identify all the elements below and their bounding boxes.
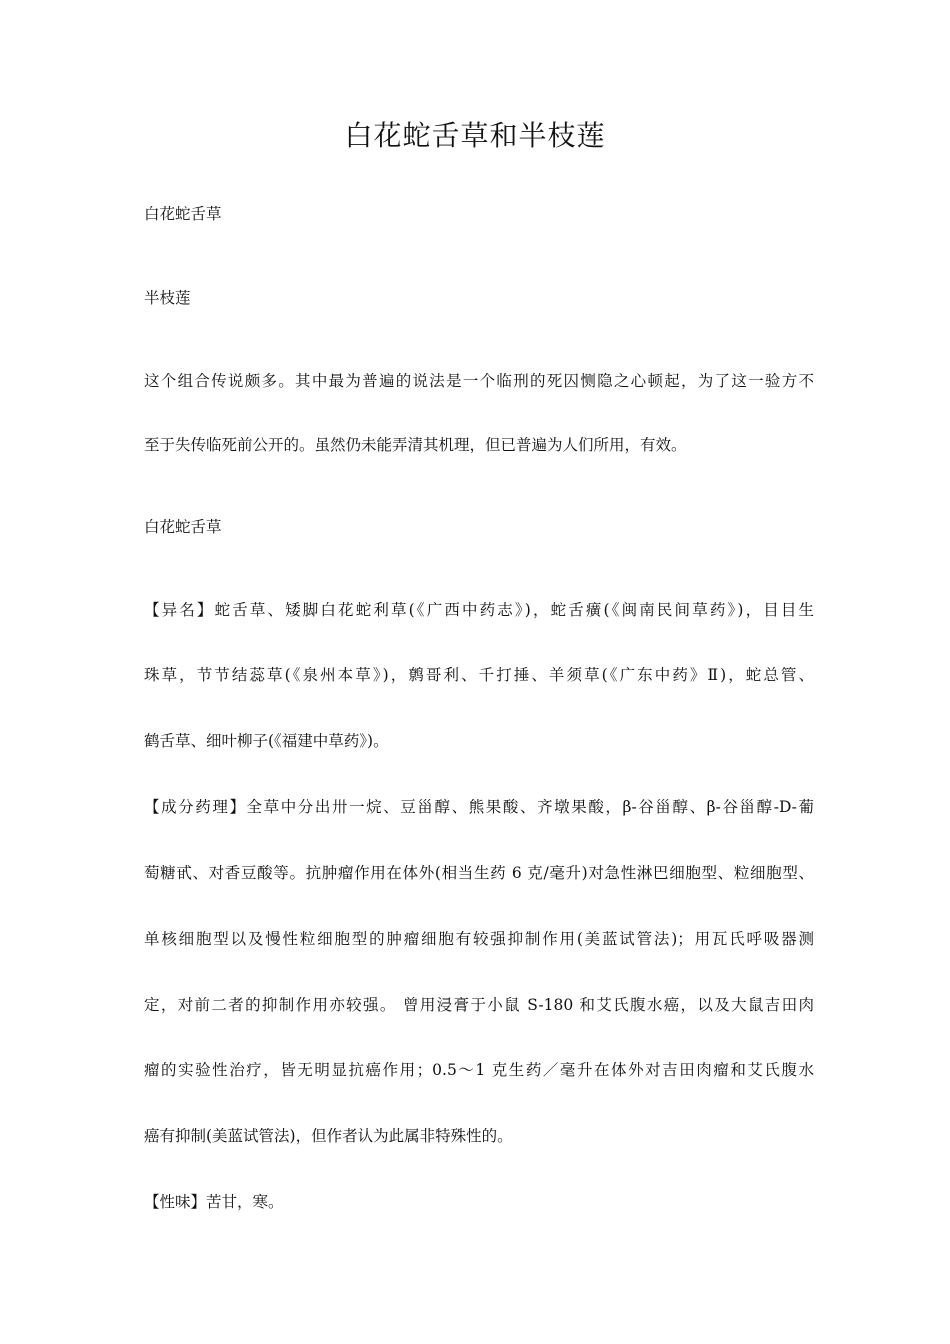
subheading-banzhilian: 半枝莲 <box>144 289 191 307</box>
paragraph-line: 至于失传临死前公开的。虽然仍未能弄清其机理，但已普遍为人们所用，有效。 <box>144 436 687 454</box>
paragraph-line: 定，对前二者的抑制作用亦较强。 曾用浸膏于小鼠 S-180 和艾氏腹水癌，以及大鼠吉田肉 <box>144 996 814 1014</box>
paragraph-line: 癌有抑制(美蓝试管法)，但作者认为此属非特殊性的。 <box>144 1127 513 1145</box>
document-title: 白花蛇舌草和半枝莲 <box>344 119 606 152</box>
paragraph-line: 这个组合传说颇多。其中最为普遍的说法是一个临刑的死囚恻隐之心顿起，为了这一验方不 <box>144 372 814 390</box>
subheading-baihuasheshecao: 白花蛇舌草 <box>144 518 222 536</box>
paragraph-line: 【成分药理】全草中分出卅一烷、豆甾醇、熊果酸、齐墩果酸，β-谷甾醇、β-谷甾醇-D-葡 <box>144 798 814 816</box>
paragraph-line: 萄糖甙、对香豆酸等。抗肿瘤作用在体外(相当生药 6 克/毫升)对急性淋巴细胞型、粒细胞型、 <box>144 864 814 882</box>
paragraph-line: 珠草，节节结蕊草(《泉州本草》)，鹩哥利、千打捶、羊须草(《广东中药》Ⅱ)，蛇总管、 <box>144 666 814 684</box>
subheading-baihuasheshecao: 白花蛇舌草 <box>144 205 222 223</box>
paragraph-line: 单核细胞型以及慢性粒细胞型的肿瘤细胞有较强抑制作用(美蓝试管法)；用瓦氏呼吸器测 <box>144 930 814 948</box>
paragraph-line: 鹤舌草、细叶柳子(《福建中草药》)。 <box>144 732 389 750</box>
paragraph-line: 【性味】苦甘，寒。 <box>144 1193 284 1211</box>
paragraph-line: 瘤的实验性治疗，皆无明显抗癌作用；0.5～1 克生药／毫升在体外对吉田肉瘤和艾氏腹水 <box>144 1061 814 1079</box>
paragraph-line: 【异名】蛇舌草、矮脚白花蛇利草(《广西中药志》)，蛇舌癀(《闽南民间草药》)，目目生 <box>144 601 814 619</box>
